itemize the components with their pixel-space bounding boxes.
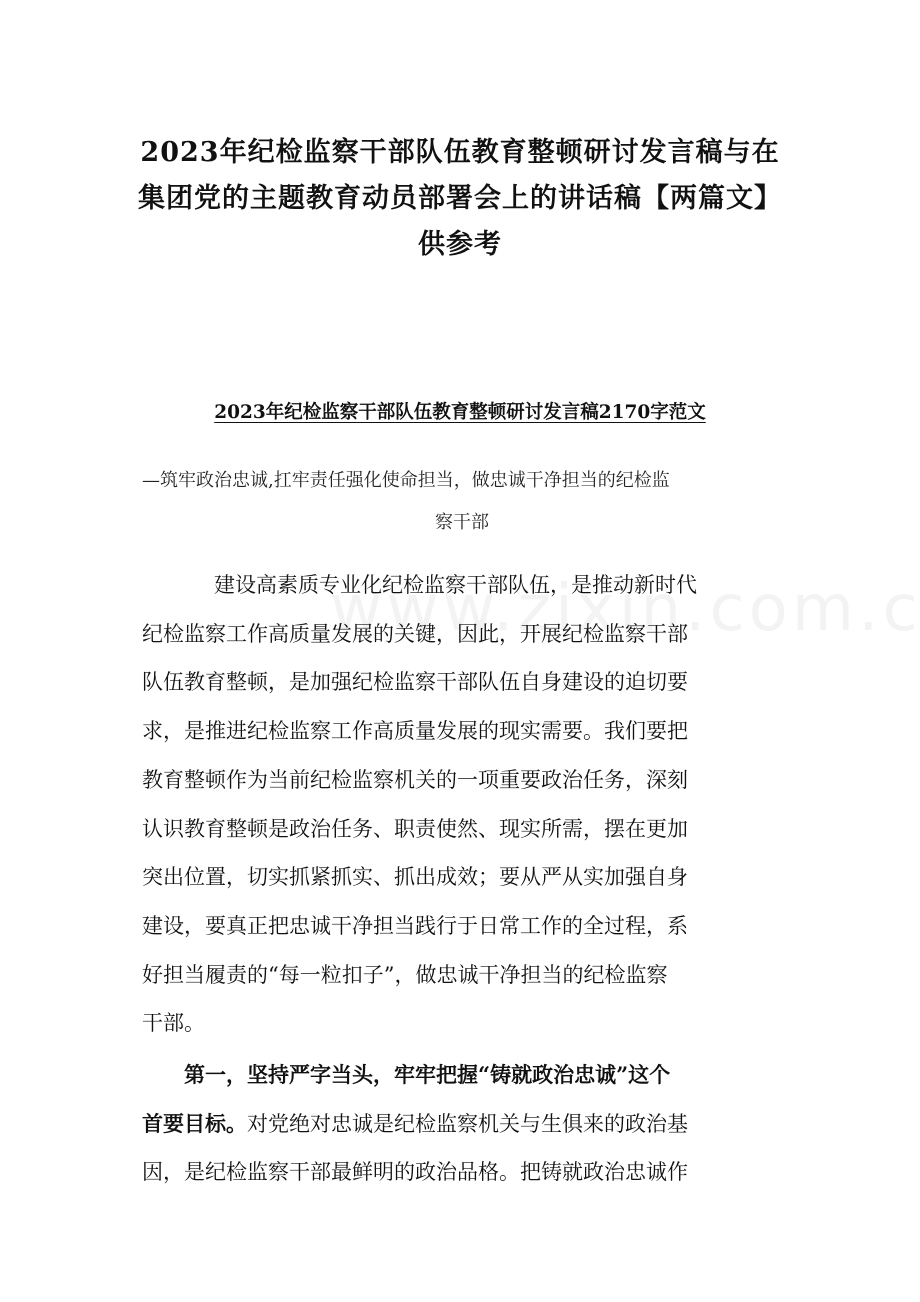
paragraph-line: 好担当履责的“每一粒扣子”，做忠诚干净担当的纪检监察 <box>142 962 668 987</box>
paragraph-1 <box>142 561 782 1048</box>
paragraph-line: 纪检监察工作高质量发展的关键，因此，开展纪检监察干部 <box>142 621 688 646</box>
paragraph-line: 建设高素质专业化纪检监察干部队伍，是推动新时代 <box>214 573 697 597</box>
paragraph-line: 建设，要真正把忠诚干净担当践行于日常工作的全过程，系 <box>142 913 688 938</box>
paragraph-line: 因，是纪检监察干部最鲜明的政治品格。把铸就政治忠诚作 <box>142 1160 688 1185</box>
paragraph-line: 认识教育整顿是政治任务、职责使然、现实所需，摆在更加 <box>142 816 688 841</box>
point-heading: 第一，坚持严字当头，牢牢把握“铸就政治忠诚”这个 <box>184 1062 671 1087</box>
paragraph-2 <box>142 1051 782 1197</box>
paragraph-line: 队伍教育整顿，是加强纪检监察干部队伍自身建设的迫切要 <box>142 670 688 695</box>
subtitle-line: —筑牢政治忠诚,扛牢责任强化使命担当，做忠诚干净担当的纪检监 <box>142 470 670 491</box>
title-line: 供参考 <box>418 229 502 260</box>
paragraph-text: 对党绝对忠诚是纪检监察机关与生俱来的政治基 <box>247 1111 688 1136</box>
section-subtitle <box>142 460 782 544</box>
paragraph-line: 突出位置，切实抓紧抓实、抓出成效；要从严从实加强自身 <box>142 865 688 890</box>
title-line: 集团党的主题教育动员部署会上的讲话稿【两篇文】 <box>138 183 782 214</box>
section-heading: 2023年纪检监察干部队伍教育整顿研讨发言稿2170字范文 <box>214 402 706 423</box>
point-heading-end: 首要目标。 <box>142 1110 247 1136</box>
paragraph-line <box>142 1100 782 1149</box>
subtitle-line: 察干部 <box>435 512 489 533</box>
document-title <box>100 130 820 268</box>
title-line: 2023年纪检监察干部队伍教育整顿研讨发言稿与在 <box>140 137 780 168</box>
paragraph-line: 求，是推进纪检监察工作高质量发展的现实需要。我们要把 <box>142 719 688 744</box>
paragraph-line: 干部。 <box>142 1011 205 1036</box>
paragraph-line: 教育整顿作为当前纪检监察机关的一项重要政治任务，深刻 <box>142 767 688 792</box>
